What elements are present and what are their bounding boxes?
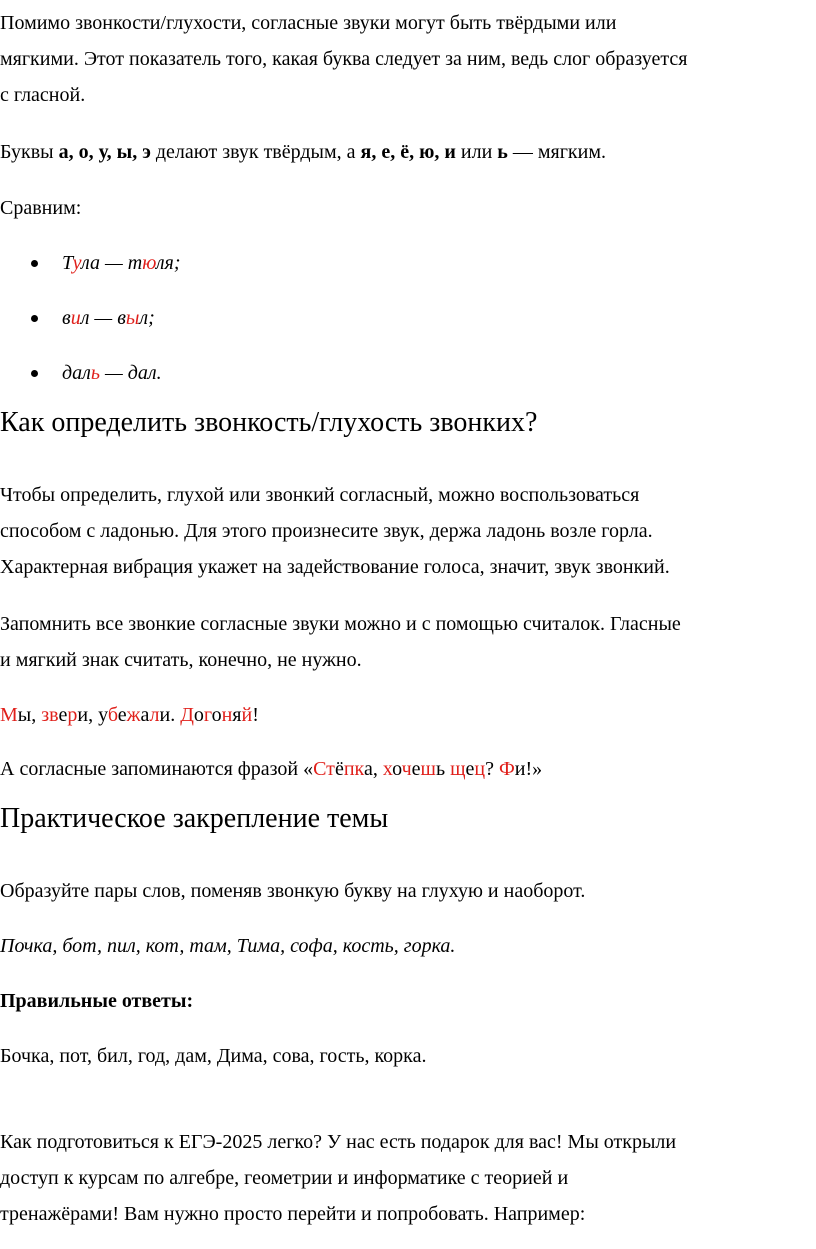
section-heading: Практическое закрепление темы	[0, 803, 389, 834]
hard-letters: а, о, у, ы, э	[58, 141, 151, 163]
task-paragraph: Образуйте пары слов, поменяв звонкую букву на глухую и наоборот.	[0, 880, 586, 902]
mnemonic-text: е	[58, 704, 68, 726]
compare-label: Сравним:	[0, 197, 82, 219]
mnemonic-text: о	[392, 758, 402, 780]
mnemonic-text: е	[411, 758, 421, 780]
highlighted-letters: г	[203, 704, 212, 726]
answers-label: Правильные ответы:	[0, 990, 194, 1012]
mnemonic-text: ь	[435, 758, 451, 780]
mnemonic-text: а,	[363, 758, 383, 780]
intro-paragraph	[0, 5, 816, 113]
mnemonic-text: ы,	[17, 704, 42, 726]
highlighted-letters: ч	[401, 758, 412, 780]
intro-line: Помимо звонкости/глухости, согласные звуки могут быть твёрдыми или	[0, 12, 617, 34]
highlighted-letters: Ф	[498, 758, 515, 780]
intro-line: мягкими. Этот показатель того, какая буква следует за ним, ведь слог образуется	[0, 48, 688, 70]
highlighted-letters: М	[0, 704, 18, 726]
mnemonic-text: а	[140, 704, 150, 726]
mnemonic-text: и, у	[77, 704, 108, 726]
example-text: даль — дал.	[62, 362, 162, 384]
highlighted-letters: Д	[180, 704, 194, 726]
highlighted-letters: л	[149, 704, 160, 726]
promo-paragraph: Как подготовиться к ЕГЭ-2025 легко? У нас есть подарок для вас! Мы открыли доступ к курсам по алгебре, геометрии и информатике с теорией и тренажёрами! Вам нужно просто перейти и попробовать. Например:	[0, 1131, 677, 1225]
example-text: вил — выл;	[62, 307, 155, 329]
highlighted-letters: й	[241, 704, 253, 726]
mnemonic-voiceless	[0, 751, 816, 787]
mnemonic-voiced	[0, 697, 816, 733]
rule-suffix: — мягким.	[507, 141, 607, 163]
intro-line: с гласной.	[0, 84, 86, 106]
bullet-icon	[31, 260, 38, 267]
rule-middle: делают звук твёрдым, а	[150, 141, 361, 163]
highlighted-letters: б	[107, 704, 118, 726]
list-item	[0, 245, 816, 281]
mnemonic-text: и!»	[514, 758, 543, 780]
highlighted-letters: ж	[126, 704, 141, 726]
rule-prefix: Буквы	[0, 141, 59, 163]
highlighted-letters: щ	[450, 758, 466, 780]
highlighted-letters: х	[382, 758, 393, 780]
highlighted-letters: н	[221, 704, 233, 726]
soft-sign: ь	[497, 141, 508, 163]
highlighted-letters: ц	[474, 758, 486, 780]
highlighted-letters: Ст	[313, 758, 335, 780]
mnemonic-text: и.	[159, 704, 181, 726]
mnemonic-text: я	[232, 704, 242, 726]
mnemonic-text: е	[465, 758, 475, 780]
remember-paragraph: Запомнить все звонкие согласные звуки можно и с помощью считалок. Гласные и мягкий знак считать, конечно, не нужно.	[0, 613, 681, 671]
bullet-icon	[31, 315, 38, 322]
letters-rule-paragraph	[0, 134, 816, 170]
mnemonic-text: е	[117, 704, 127, 726]
mnemonic-text: А согласные запоминаются фразой «	[0, 758, 314, 780]
soft-letters: я, е, ё, ю, и	[360, 141, 456, 163]
section-heading: Как определить звонкость/глухость звонких?	[0, 407, 538, 438]
mnemonic-text: ?	[485, 758, 499, 780]
example-text: Тула — тюля;	[62, 252, 181, 274]
bullet-icon	[31, 370, 38, 377]
answers-text: Бочка, пот, бил, год, дам, Дима, сова, гость, корка.	[0, 1045, 427, 1067]
rule-or: или	[455, 141, 498, 163]
mnemonic-text: о	[193, 704, 204, 726]
method-paragraph: Чтобы определить, глухой или звонкий согласный, можно воспользоваться способом с ладонью. Для этого произнесите звук, держа ладонь возле горла. Характерная вибрация укажет на задействование голоса, значит, звук звонкий.	[0, 484, 670, 578]
mnemonic-text: ё	[334, 758, 344, 780]
task-words: Почка, бот, пил, кот, там, Тима, софа, кость, горка.	[0, 935, 456, 957]
mnemonic-text: !	[252, 704, 259, 726]
list-item	[0, 355, 816, 391]
list-item	[0, 300, 816, 336]
highlighted-letters: ш	[420, 758, 436, 780]
mnemonic-text: о	[211, 704, 222, 726]
highlighted-letters: пк	[343, 758, 364, 780]
highlighted-letters: зв	[41, 704, 59, 726]
highlighted-letters: р	[67, 704, 78, 726]
